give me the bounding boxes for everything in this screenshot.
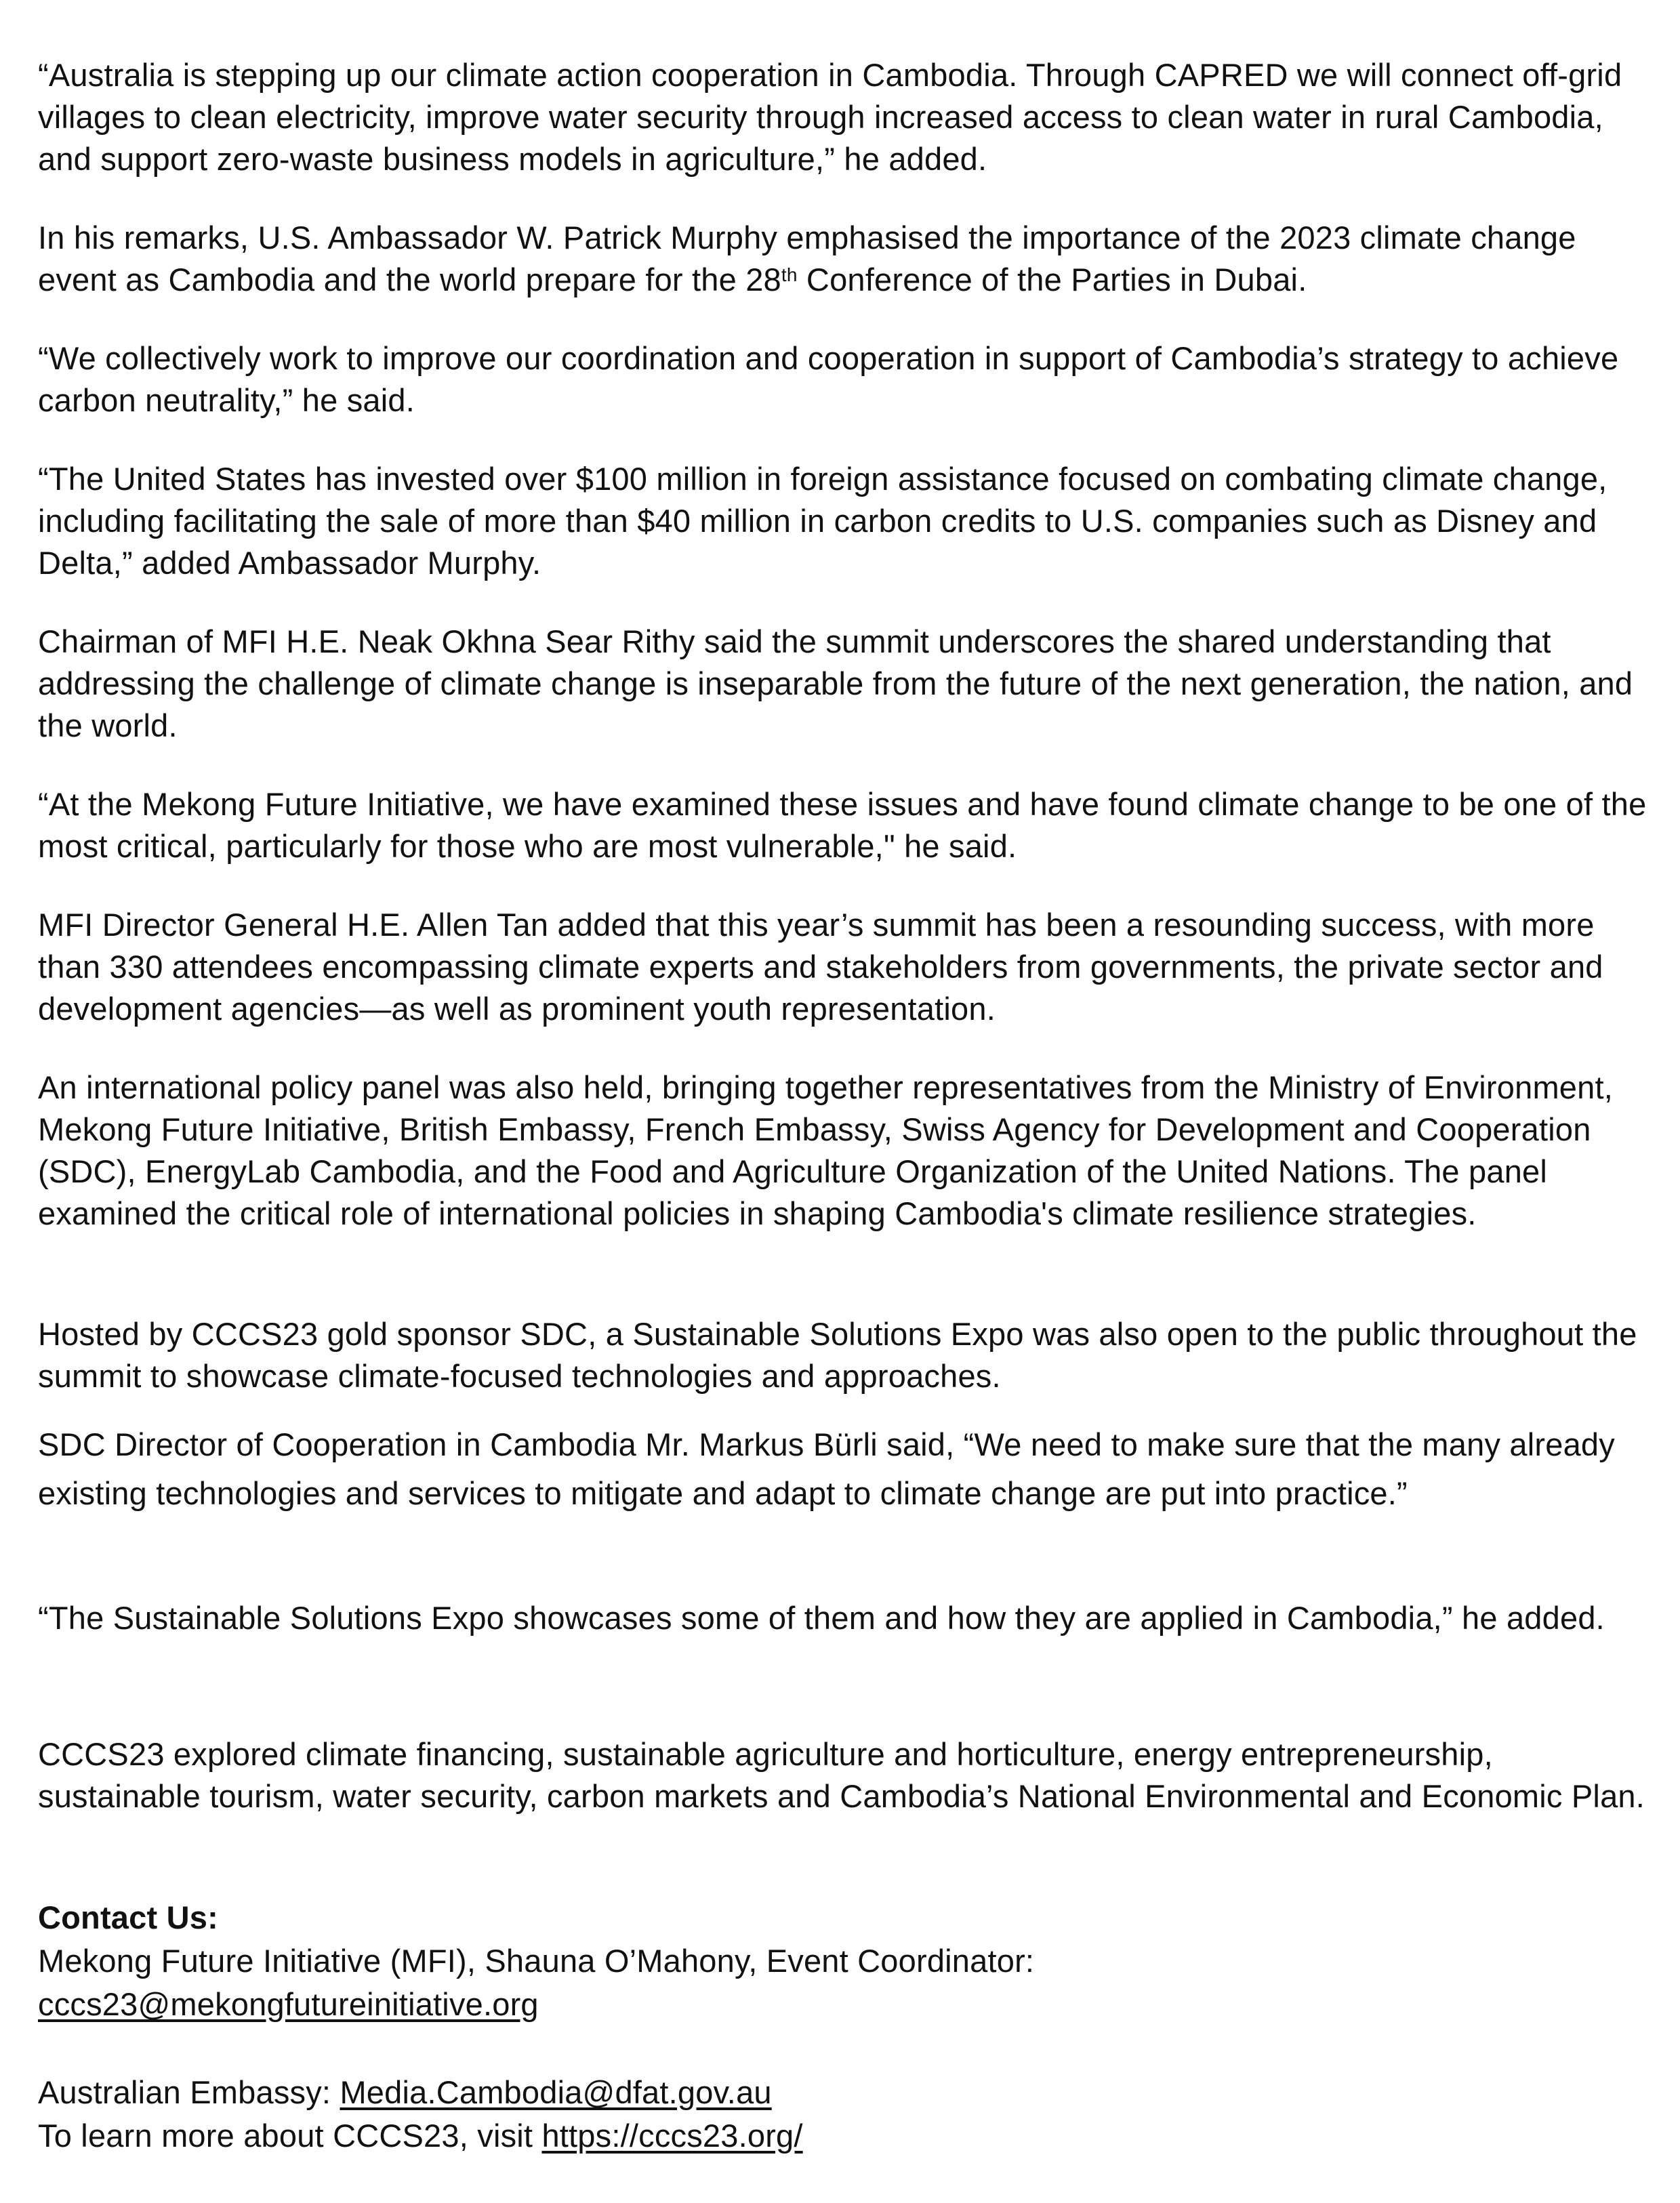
contact-mfi-email-row (38, 1983, 1651, 2026)
paragraph-mfi-quote: “At the Mekong Future Initiative, we have examined these issues and have found climate change to be one of the most critical, particularly for those who are most vulnerable," he said. (38, 786, 1647, 864)
contact-embassy-row (38, 2071, 1651, 2114)
paragraph-topics-explored: CCCS23 explored climate financing, sustainable agriculture and horticulture, energy entrepreneurship, sustainable tourism, water security, carbon markets and Cambodia’s National Environmental and Economic Plan. (38, 1736, 1645, 1814)
paragraph-policy-panel: An international policy panel was also held, bringing together representatives from the Ministry of Environment, Mekong Future Initiative, British Embassy, French Embassy, Swiss Agency for Development and Cooperation (SDC), EnergyLab Cambodia, and the Food and Agriculture Organization of the United Nations. The panel examined the critical role of international policies in shaping Cambodia's climate resilience strategies. (38, 1069, 1613, 1231)
contact-learn-more-row (38, 2114, 1651, 2158)
contact-section (38, 1896, 1651, 2158)
paragraph-text: In his remarks, U.S. Ambassador W. Patrick Murphy emphasised the importance of the 2023 climate change event as Cambodia and the world prepare for the 28 (38, 220, 1576, 297)
superscript-ordinal: th (781, 264, 798, 285)
paragraph-us-investment-quote: “The United States has invested over $100 million in foreign assistance focused on combating climate change, including facilitating the sale of more than $40 million in carbon credits to U.S. companies such as Disney and Delta,” added Ambassador Murphy. (38, 461, 1607, 581)
mfi-email-link[interactable]: cccs23@mekongfutureinitiative.org (38, 1986, 539, 2022)
paragraph-chairman-remarks: Chairman of MFI H.E. Neak Okhna Sear Rithy said the summit underscores the shared understanding that addressing the challenge of climate change is inseparable from the future of the next generation, the nation, and the world. (38, 623, 1633, 743)
contact-mfi-line: Mekong Future Initiative (MFI), Shauna O’Mahony, Event Coordinator: (38, 1943, 1035, 1979)
learn-more-label: To learn more about CCCS23, visit (38, 2118, 542, 2154)
embassy-label: Australian Embassy: (38, 2074, 340, 2110)
paragraph-expo: Hosted by CCCS23 gold sponsor SDC, a Sustainable Solutions Expo was also open to the public throughout the summit to showcase climate-focused technologies and approaches. (38, 1316, 1637, 1394)
paragraph-text: Conference of the Parties in Dubai. (797, 262, 1307, 297)
contact-spacer (38, 2026, 1651, 2071)
paragraph-expo-quote: “The Sustainable Solutions Expo showcases some of them and how they are applied in Cambodia,” he added. (38, 1600, 1605, 1636)
cccs23-website-link[interactable]: https://cccs23.org/ (541, 2118, 803, 2154)
contact-title: Contact Us: (38, 1899, 218, 1935)
paragraph-us-ambassador-remarks (38, 217, 1651, 301)
paragraph-australia-quote: “Australia is stepping up our climate action cooperation in Cambodia. Through CAPRED we will connect off-grid villages to clean electricity, improve water security through increased access to clean water in rural Cambodia, and support zero-waste business models in agriculture,” he added. (38, 57, 1622, 177)
paragraph-sdc-director-quote: SDC Director of Cooperation in Cambodia Mr. Markus Bürli said, “We need to make sure that the many already existing technologies and services to mitigate and adapt to climate change are put into practice.” (38, 1426, 1615, 1511)
embassy-email-link[interactable]: Media.Cambodia@dfat.gov.au (340, 2074, 772, 2110)
paragraph-director-general: MFI Director General H.E. Allen Tan added that this year’s summit has been a resounding success, with more than 330 attendees encompassing climate experts and stakeholders from governments, the private sector and development agencies—as well as prominent youth representation. (38, 907, 1603, 1027)
paragraph-coordination-quote: “We collectively work to improve our coordination and cooperation in support of Cambodia’s strategy to achieve carbon neutrality,” he said. (38, 340, 1619, 418)
